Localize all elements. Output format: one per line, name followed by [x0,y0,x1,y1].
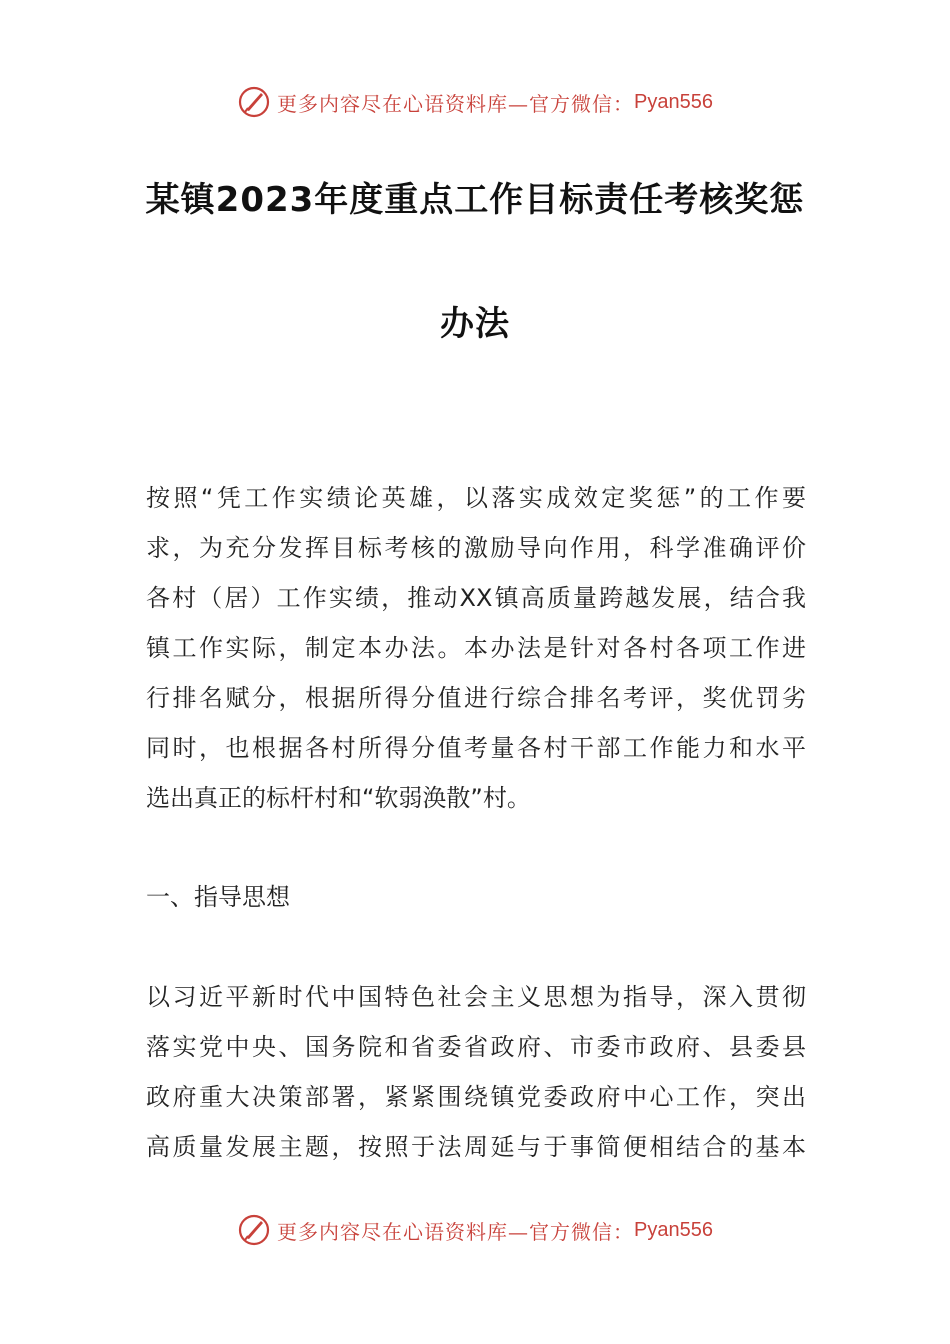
section1-paragraph [146,972,806,1172]
intro-line: 选出真正的标杆村和“软弱涣散”村。 [146,784,531,812]
intro-line: 镇工作实际，制定本办法。本办法是针对各村各项工作进 [146,634,806,662]
intro-line: 同时，也根据各村所得分值考量各村干部工作能力和水平 [146,734,806,762]
intro-line: 行排名赋分，根据所得分值进行综合排名考评，奖优罚劣 [146,684,806,712]
section-heading-guiding-ideology: 一、指导思想 [146,883,290,911]
intro-line: 各村（居）工作实绩，推动XX镇高质量跨越发展，结合我 [146,584,806,612]
intro-line: 求，为充分发挥目标考核的激励导向作用，科学准确评价 [146,534,806,562]
section1-line: 政府重大决策部署，紧紧围绕镇党委政府中心工作，突出 [146,1083,806,1111]
quill-logo-icon [237,1213,271,1247]
watermark-footer [0,1210,950,1250]
watermark-text: 更多内容尽在心语资料库—官方微信： [277,1219,635,1244]
watermark-text: 更多内容尽在心语资料库—官方微信： [277,91,635,116]
watermark-wechat-id: Pyan556 [634,90,713,113]
document-title-line-1: 某镇2023年度重点工作目标责任考核奖惩 [145,180,805,220]
section1-line: 落实党中央、国务院和省委省政府、市委市政府、县委县 [146,1033,806,1061]
watermark-wechat-id: Pyan556 [634,1218,713,1241]
intro-paragraph [146,473,806,823]
document-title-line-2: 办法 [440,304,510,344]
quill-logo-icon [237,85,271,119]
intro-line: 按照“凭工作实绩论英雄，以落实成效定奖惩”的工作要 [146,484,806,512]
watermark-header [0,82,950,122]
section1-line: 高质量发展主题，按照于法周延与于事简便相结合的基本 [146,1133,806,1161]
section1-line: 以习近平新时代中国特色社会主义思想为指导，深入贯彻 [146,983,806,1011]
